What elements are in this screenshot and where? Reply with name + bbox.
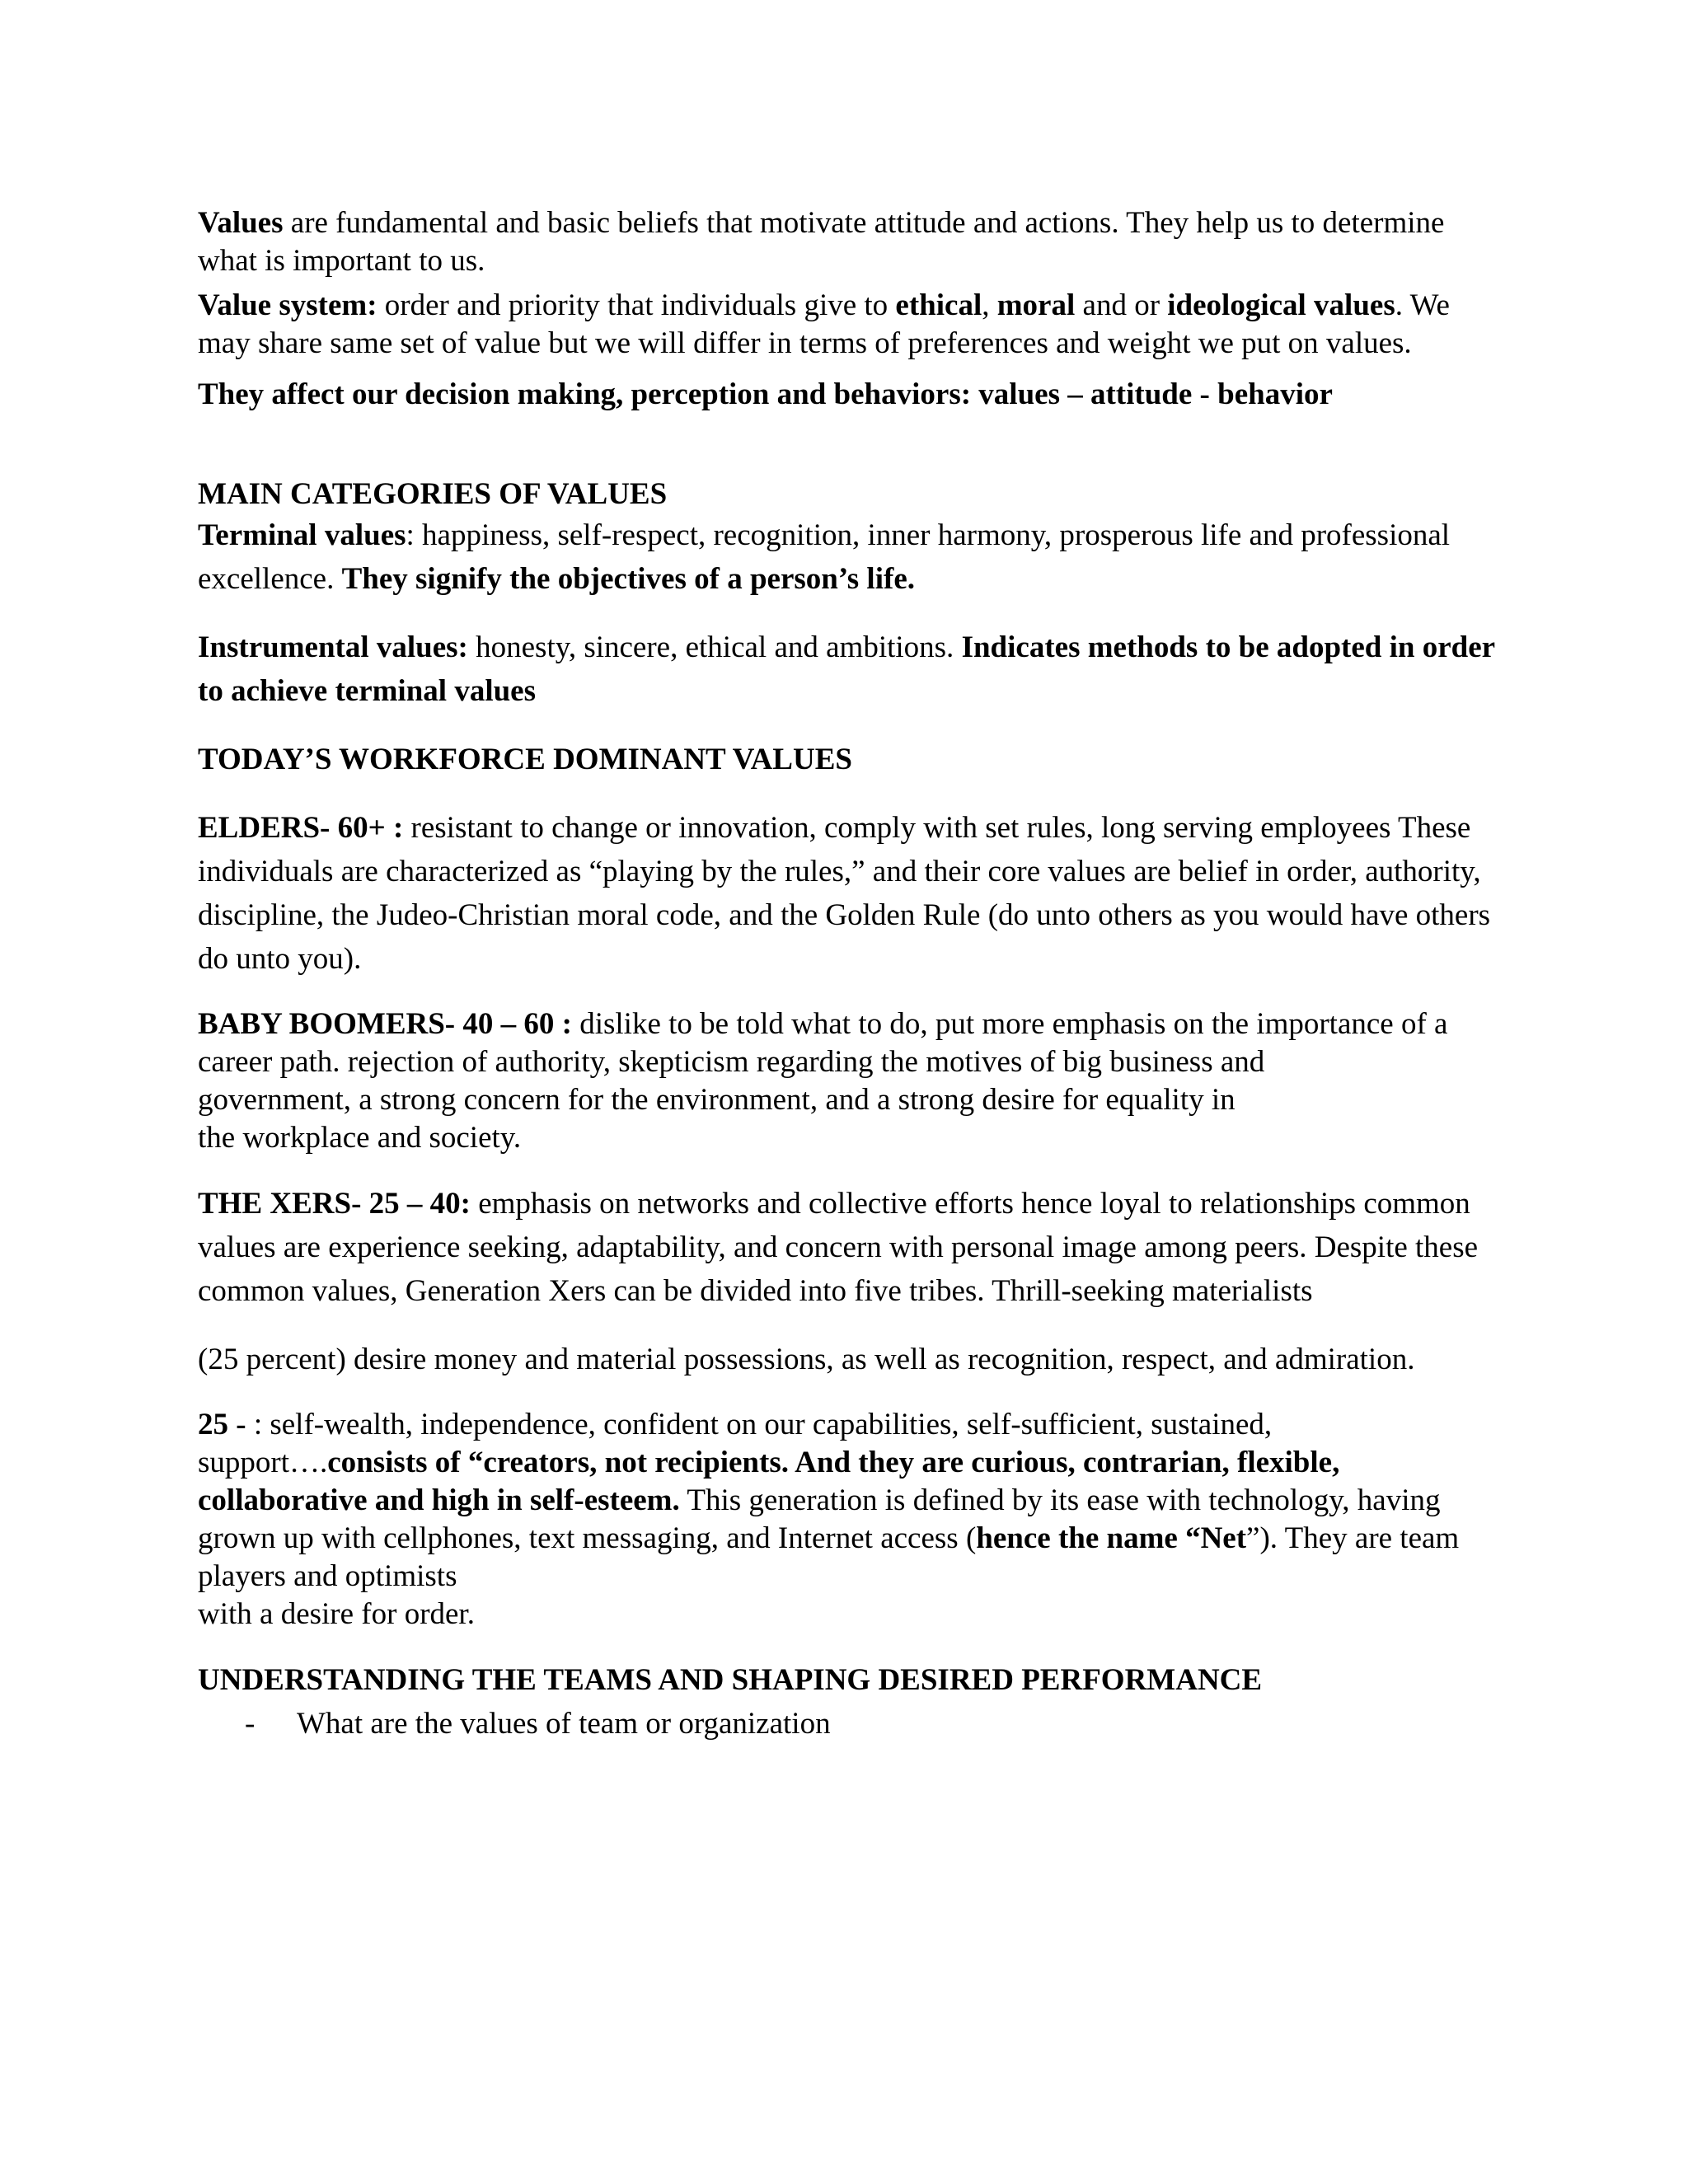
document-page [198, 204, 1500, 1746]
boomers-text-1: dislike to be told what to do, put more emphasis on the importance of a career path. rejection of authority, skepticism regarding the motives of big business and [198, 1007, 1448, 1079]
xers-paragraph [198, 1182, 1500, 1313]
net-generation-paragraph [198, 1406, 1500, 1633]
value-system-term: Value system: [198, 288, 377, 322]
net-text-2: This generation is defined by its ease with technology, having grown up with cellphones, text messaging, and Internet access ( [198, 1483, 1441, 1555]
net-emphasis-2: hence the name “Net [976, 1521, 1247, 1555]
net-generation-term: 25 - [198, 1408, 246, 1441]
boomers-paragraph [198, 1005, 1500, 1157]
xers-term: THE XERS- 25 – 40: [198, 1187, 471, 1221]
terminal-values-text: : happiness, self-respect, recognition, inner harmony, prosperous life and professional excellence. [198, 518, 1451, 596]
value-system-ethical: ethical [895, 288, 982, 322]
teams-heading: UNDERSTANDING THE TEAMS AND SHAPING DESIRED PERFORMANCE [198, 1663, 1263, 1697]
value-system-text-4: . We may share same set of value but we will differ in terms of preferences and weight we put on values. [198, 288, 1450, 360]
boomers-text-2: government, a strong concern for the environment, and a strong desire for equality in [198, 1083, 1236, 1117]
workforce-heading: TODAY’S WORKFORCE DOMINANT VALUES [198, 743, 852, 776]
instrumental-values-text: honesty, sincere, ethical and ambitions. [467, 630, 962, 664]
net-text-3: ”). They are team players and optimists [198, 1521, 1460, 1593]
values-text: are fundamental and basic beliefs that motivate attitude and actions. They help us to determine what is important to us. [198, 206, 1445, 278]
main-categories-heading: MAIN CATEGORIES OF VALUES [198, 477, 668, 511]
terminal-values-term: Terminal values [198, 518, 406, 552]
list-item-text: What are the values of team or organization [297, 1707, 831, 1741]
value-system-text-3: and or [1075, 288, 1168, 322]
teams-list [198, 1702, 1500, 1746]
boomers-term: BABY BOOMERS- 40 – 60 : [198, 1007, 572, 1041]
value-system-text-1: order and priority that individuals give to [377, 288, 896, 322]
value-system-ideological: ideological values [1167, 288, 1395, 322]
percent-paragraph: (25 percent) desire money and material possessions, as well as recognition, respect, and admiration. [198, 1343, 1415, 1376]
net-emphasis-1: consists of “creators, not recipients. And they are curious, contrarian, flexible, collaborative and high in self-esteem. [198, 1446, 1340, 1517]
terminal-values-paragraph [198, 513, 1500, 601]
net-text-4: with a desire for order. [198, 1597, 475, 1631]
elders-term: ELDERS- 60+ : [198, 811, 404, 845]
value-system-paragraph [198, 287, 1500, 363]
instrumental-values-paragraph [198, 626, 1500, 713]
elders-text: resistant to change or innovation, comply with set rules, long serving employees These individuals are characterized as “playing by the rules,” and their core values are belief in order, authority, discipline, the Judeo-Christian moral code, and the Golden Rule (do unto others as you would have others do unto you). [198, 811, 1491, 976]
list-bullet: - [245, 1707, 256, 1741]
affect-statement: They affect our decision making, perception and behaviors: values – attitude - behavior [198, 377, 1333, 411]
values-term: Values [198, 206, 284, 240]
value-system-text-2: , [982, 288, 997, 322]
value-system-moral: moral [996, 288, 1076, 322]
list-item [198, 1702, 1500, 1746]
elders-paragraph [198, 806, 1500, 981]
boomers-text-3: the workplace and society. [198, 1121, 522, 1155]
instrumental-values-term: Instrumental values: [198, 630, 468, 664]
xers-text: emphasis on networks and collective efforts hence loyal to relationships common values are experience seeking, adaptability, and concern with personal image among peers. Despite these common values, Generation Xers can be divided into five tribes. Thrill-seeking materialists [198, 1187, 1479, 1308]
instrumental-values-emphasis: Indicates methods to be adopted in order to achieve terminal values [198, 630, 1495, 708]
net-text-1: : self-wealth, independence, confident on our capabilities, self-sufficient, sustained, support…. [198, 1408, 1273, 1479]
values-definition [198, 204, 1500, 280]
terminal-values-emphasis: They signify the objectives of a person’s life. [341, 562, 915, 596]
